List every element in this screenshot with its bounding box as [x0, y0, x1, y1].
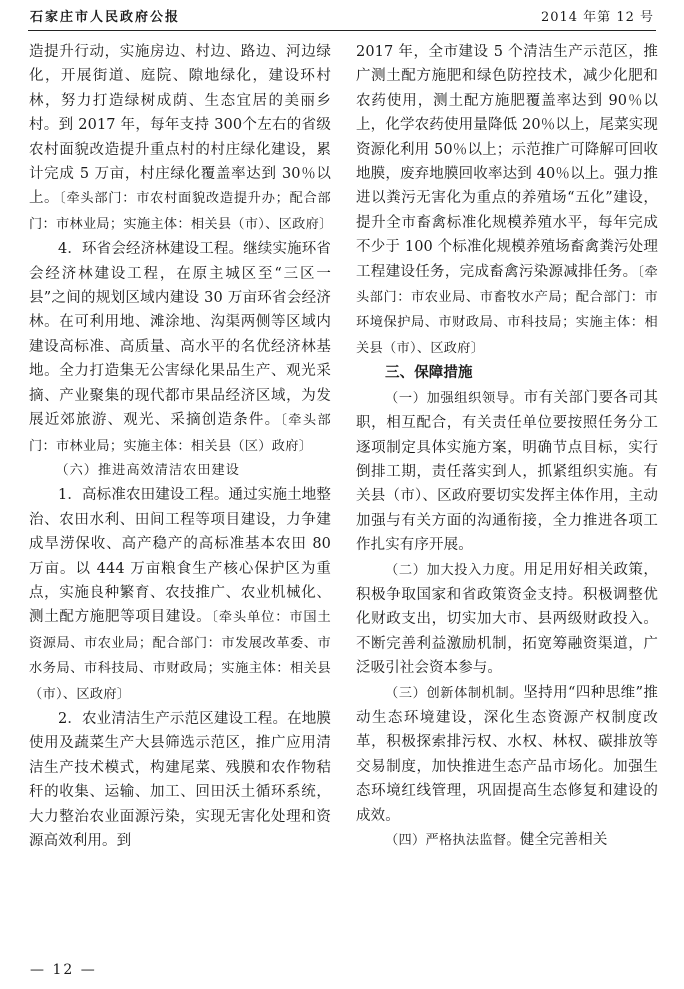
measure-title: （一）加强组织领导。: [385, 390, 524, 406]
responsibility-note: 〔牵头部门：市林业局；实施主体：相关县（区）政府〕: [29, 413, 331, 454]
page-header: [28, 8, 656, 31]
paragraph-text: 用足用好相关政策，积极争取国家和省政策资金支持。积极调整优化财政支出，切实加大市、县两级财政投入。不断完善利益激励机制，拓宽筹融资渠道，广泛吸引社会资本参与。: [356, 561, 658, 677]
paragraph: [29, 707, 331, 853]
paragraph: [356, 386, 658, 558]
paragraph: [356, 40, 658, 361]
paragraph-text: 1．高标准农田建设工程。通过实施土地整治、农田水利、田间工程等项目建设，力争建成旱涝保收、高产稳产的高标准基本农田 80 万亩。以 444 万亩粮食生产核心保护区为重点，实施良种繁育、农技推广、农业机械化、测土配方施肥等项目建设。: [29, 487, 331, 626]
section-heading: 三、保障措施: [385, 364, 473, 382]
paragraph-text: 市有关部门要各司其职，相互配合，有关责任单位要按照任务分工逐项制定具体实施方案，明确节点目标，实行倒排工期，责任落实到人，抓紧组织实施。有关县（市）、区政府要切实发挥主体作用，主动加强与有关方面的沟通衔接，全力推进各项工作扎实有序开展。: [356, 389, 658, 554]
paragraph-text: 造提升行动，实施房边、村边、路边、河边绿化，开展街道、庭院、隙地绿化，建设环村林，努力打造绿树成荫、生态宜居的美丽乡村。到 2017 年，每年支持 300个左右的省级农村面貌改造提升重点村的村庄绿化建设，累计完成 5 万亩，村庄绿化覆盖率达到 30％以上。: [29, 44, 331, 207]
paragraph: [29, 483, 331, 707]
paragraph-text: 健全完善相关: [519, 832, 608, 848]
responsibility-note: 〔牵头部门：市农业局、市畜牧水产局；配合部门：市环境保护局、市财政局、市科技局；实施主体：相关县（市）、区政府〕: [356, 264, 658, 356]
responsibility-note: 〔牵头部门：市农村面貌改造提升办；配合部门：市林业局；实施主体：相关县（市）、区政府〕: [29, 191, 333, 232]
subsection-heading: （六）推进高效清洁农田建设: [55, 462, 240, 478]
paragraph: [356, 558, 658, 681]
paragraph-text: 2．农业清洁生产示范区建设工程。在地膜使用及蔬菜生产大县筛选示范区，推广应用清洁生产技术模式，构建尾菜、残膜和农作物秸秆的收集、运输、加工、回田沃土循环系统，大力整治农业面源污染，实现无害化处理和资源高效利用。到: [29, 710, 331, 849]
paragraph-text: 4．环省会经济林建设工程。继续实施环省会经济林建设工程，在原主城区至“三区一县”之间的规划区域内建设 30 万亩环省会经济林。在可利用地、滩涂地、沟渠两侧等区域内建设高标准、高质量、高水平的名优经济林基地。全力打造集无公害绿化果品生产、观光采摘、产业聚集的现代都市果品经济区域，为发展近郊旅游、观光、采摘创造条件。: [29, 241, 331, 429]
measure-title: （二）加大投入力度。: [385, 562, 524, 578]
paragraph: [29, 237, 331, 459]
measure-title: （四）严格执法监督。: [385, 833, 520, 848]
publication-title: 石家庄市人民政府公报: [30, 10, 181, 25]
paragraph-text: 坚持用“四种思维”推动生态环境建设，深化生态资源产权制度改革，积极探索排污权、水权、林权、碳排放等交易制度，加快推进生态产品市场化。加强生态环境红线管理，巩固提高生态修复和建设的成效。: [356, 684, 659, 824]
page-number: — 12 —: [30, 962, 97, 978]
responsibility-note: 〔牵头单位：市国土资源局、市农业局；配合部门：市发展改革委、市水务局、市科技局、市财政局；实施主体：相关县（市）、区政府〕: [29, 610, 331, 702]
paragraph-text: 2017 年，全市建设 5 个清洁生产示范区，推广测土配方施肥和绿色防控技术，减少化肥和农药使用，测土配方施肥覆盖率达到 90％以上，化学农药使用量降低 20％以上，尾菜实现资源化利用 50％以上；示范推广可降解可回收地膜，废弃地膜回收率达到 40％以上。强力推进以粪污无害化为重点的养殖场“五化”建设，提升全市畜禽标准化规模养殖水平，每年完成不少于 100 个标准化规模养殖场畜禽粪污处理工程建设任务，完成畜禽污染源减排任务。: [356, 44, 658, 280]
paragraph: [29, 40, 331, 237]
paragraph: [356, 681, 658, 828]
right-column: [356, 40, 658, 853]
paragraph: [356, 828, 658, 853]
left-column: [29, 40, 331, 853]
issue-number: 2014 年第 12 号: [540, 10, 654, 25]
measure-title: （三）创新体制机制。: [385, 685, 524, 701]
